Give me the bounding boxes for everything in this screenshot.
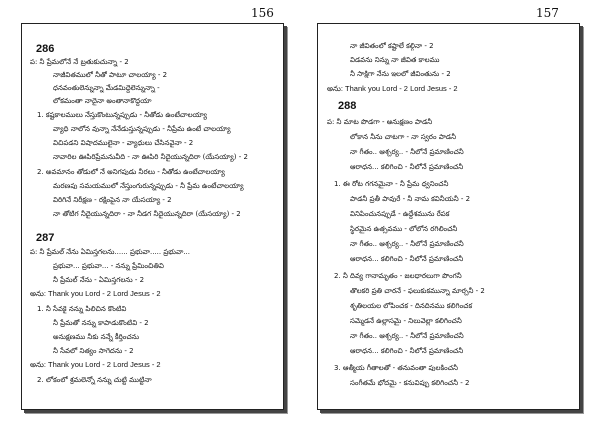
song-line: తొలకరి ప్రతి చారనే - ఫలుకుకమున్నా మార్చనీ - 2	[350, 287, 485, 295]
song-number-287: 287	[36, 232, 55, 244]
song-line: నావారిల ఊపిరిప్రేమనువీది - నా ఊపిరి నీదైయున్నదిరా (యేసయ్యా) - 2	[53, 153, 248, 161]
song-line: 2. నీ దివ్య గానామృతం - జలధారలుగా పొంగనీ	[334, 272, 462, 280]
song-line: వినిపించునప్పుడే - ఉద్దేశమును రేపక	[350, 210, 450, 218]
song-line: అనుక్షణము నీకు నన్నే కీర్తించను	[53, 333, 139, 341]
song-number-286: 286	[36, 43, 55, 55]
song-line: ఆరాధన... కలిగించి - నీలోనే ప్రమాణించనీ	[350, 347, 464, 355]
left-page-content	[22, 24, 283, 409]
song-line: నాజీవితములో నీతో పాటూ చాలయ్యా - 2	[53, 71, 168, 79]
song-line: నీ ప్రేమతో నన్ను కాపాడుకొంటివి - 2	[53, 319, 149, 327]
left-page-number: 156	[251, 6, 274, 20]
song-line: నా గీతం.. ఆశ్చర్య.. - నీలోనే ప్రమాణించనీ	[350, 240, 464, 248]
song-line: నీ ప్రేమల్ నేను - ఏమిస్తగలను - 2	[53, 276, 145, 284]
song-line: ప్రభువా... ప్రభువా... - నన్ను ప్రేమించితివి	[53, 262, 164, 270]
song-line: ప: నీ ప్రేమల్ నేను ఏమిస్తగలను...... ప్రభువా..... ప్రభువా...	[30, 248, 190, 256]
song-line: అను: Thank you Lord - 2 Lord Jesus - 2	[30, 360, 161, 369]
right-page-number: 157	[536, 6, 559, 20]
song-line: ఆరాధన... కలిగించి - నీలోనే ప్రమాణించనీ	[350, 163, 464, 171]
song-line: విడవను నిన్ను నా జీవిత కాలము	[350, 56, 440, 64]
song-line: శృతిలయల లోపించక - దినదినము కలిగించక	[350, 302, 473, 310]
song-line: 1. నీ సేవకై నన్ను పిలిచిన కొంటివి	[37, 305, 127, 313]
song-line: ప: నీ ప్రేమలోనే నే బ్రతుకుచున్నా - 2	[30, 58, 129, 66]
song-line: 2. లోకంలో శ్రమలెన్నో నన్ను చుట్టి ముట్టినా	[37, 376, 152, 384]
right-page-frame	[317, 23, 580, 410]
song-line: నీ సాక్షిగా నేను ఇలలో జీవింతును - 2	[350, 70, 451, 78]
song-line: నీ సేవలో నిత్యం సాగెదను - 2	[53, 347, 134, 355]
song-line: నా జీవితంలో కష్టాలే కల్గినా - 2	[350, 42, 434, 50]
song-line: నా గీతం.. ఆశ్చర్య.. - నీలోనే ప్రమాణించనీ	[350, 148, 464, 156]
song-line: ఆరాధన... కలిగించి - నీలోనే ప్రమాణించనీ	[350, 255, 464, 263]
song-line: విచిపడని విషాదములైనా - వ్యాధులు చేసినవైనా - 2	[53, 139, 194, 147]
song-number-288: 288	[338, 100, 357, 112]
song-line: పాడనీ ప్రతీ పావురే - నీ నామ కవినీయనీ - 2	[350, 195, 471, 203]
song-line: సమ్మెడనే ఉల్లాసమై - నిలువెల్లా కలిగించనీ	[350, 317, 462, 325]
song-line: నా గీతం.. ఆశ్చర్య.. - నీలోనే ప్రమాణించనీ	[350, 332, 464, 340]
right-page-content	[318, 24, 579, 409]
song-line: లోకాన నీను చాటగా - నా స్వరం పాడనీ	[350, 133, 457, 141]
song-line: లోకమంతా నాదైనా అంతానాకొద్దయా	[53, 97, 152, 105]
song-line: స్థిరమైన ఉత్సవము - లోలోన రగిలించనీ	[350, 225, 458, 233]
song-line: అను: Thank you Lord - 2 Lord Jesus - 2	[30, 289, 161, 298]
song-line: 2. అవమానం తోడులో నే అనిగపుడు నీరలు - నీతోడు ఉంటేచాలయ్యా	[37, 168, 225, 176]
song-line: ధనవంతులెన్నున్నా మేడమిద్దెలెన్నున్నా -	[53, 84, 160, 92]
song-line: 1. కష్టకాలములు నేస్తుకొంటున్నప్పుడు - నీతోడు ఉంటేచాలయ్యా	[37, 111, 208, 119]
song-line: వ్యాధి నాలోన వున్నా నేనేడుస్తున్నప్పుడు - నీప్రేమ ఉంటే చాలయ్యా	[53, 125, 231, 133]
song-line: 3. ఆత్మీయ గీతాలతో - తనువంతా పులకించనీ	[334, 364, 458, 372]
song-line: విరిగినే నిరీక్షణ - రక్షింపైన నా యేసయ్యా - 2	[53, 196, 172, 204]
left-page-frame	[21, 23, 284, 410]
song-line: సంగీతమే భోదమై - కనువిప్పు కలిగించనీ - 2	[350, 379, 470, 387]
song-line: మరణపు సమయములో నేస్తుంగురున్నప్పుడు - నీ ప్రేమ ఉంటేచాలయ్యా	[53, 182, 244, 190]
song-line: అను: Thank you Lord - 2 Lord Jesus - 2	[327, 84, 458, 93]
song-line: ప: నీ మాట పొడగా - అనుక్షణం పాడనీ	[327, 118, 433, 126]
song-line: 1. ఈ రోట గగనమైనా - నీ ప్రేమ ధ్వనించనీ	[334, 180, 449, 188]
right-page	[300, 0, 600, 425]
song-line: నా తోటిగ నీదైయున్నదిరా - నా నీడగ నీదైయున్నదిరా (యేసయ్యా) - 2	[53, 210, 241, 218]
